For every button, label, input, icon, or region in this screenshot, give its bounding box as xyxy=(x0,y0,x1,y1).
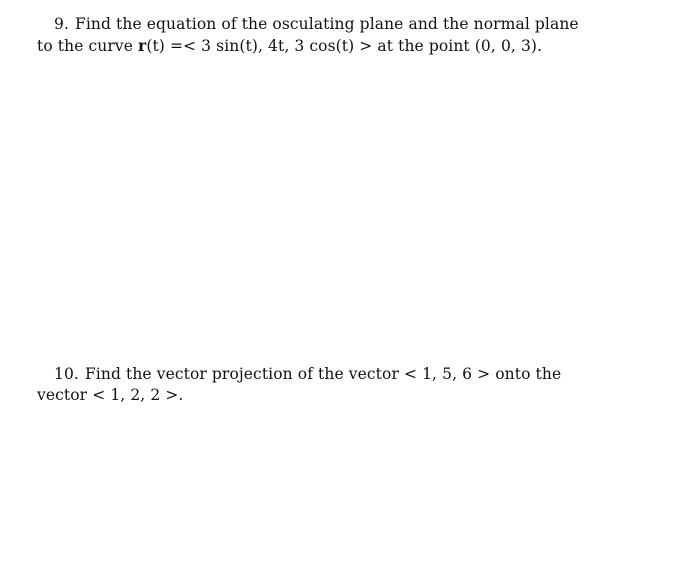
vector-symbol: r xyxy=(138,36,147,55)
problem-10-text-1: Find the vector projection of the vector < 1, 5, 6 > onto the xyxy=(84,365,562,383)
problem-10-text-2: vector < 1, 2, 2 >. xyxy=(37,386,184,404)
problem-10 xyxy=(37,364,562,406)
problem-9 xyxy=(37,14,579,57)
problem-9-line-2 xyxy=(37,35,557,57)
problem-9-text-1: Find the equation of the osculating plane and the normal plane xyxy=(75,15,579,33)
problem-number: 9. xyxy=(54,15,69,33)
problem-10-line-1 xyxy=(37,364,562,385)
problem-9-text-2-suffix: at the point (0, 0, 3). xyxy=(377,37,543,55)
problem-number: 10. xyxy=(54,365,79,383)
curve-expression: (t) =< 3 sin(t), 4t, 3 cos(t) > xyxy=(146,37,373,55)
problem-9-text-2-prefix: to the curve xyxy=(37,37,134,55)
problem-9-line-1 xyxy=(37,14,579,35)
problem-10-line-2 xyxy=(37,385,557,406)
